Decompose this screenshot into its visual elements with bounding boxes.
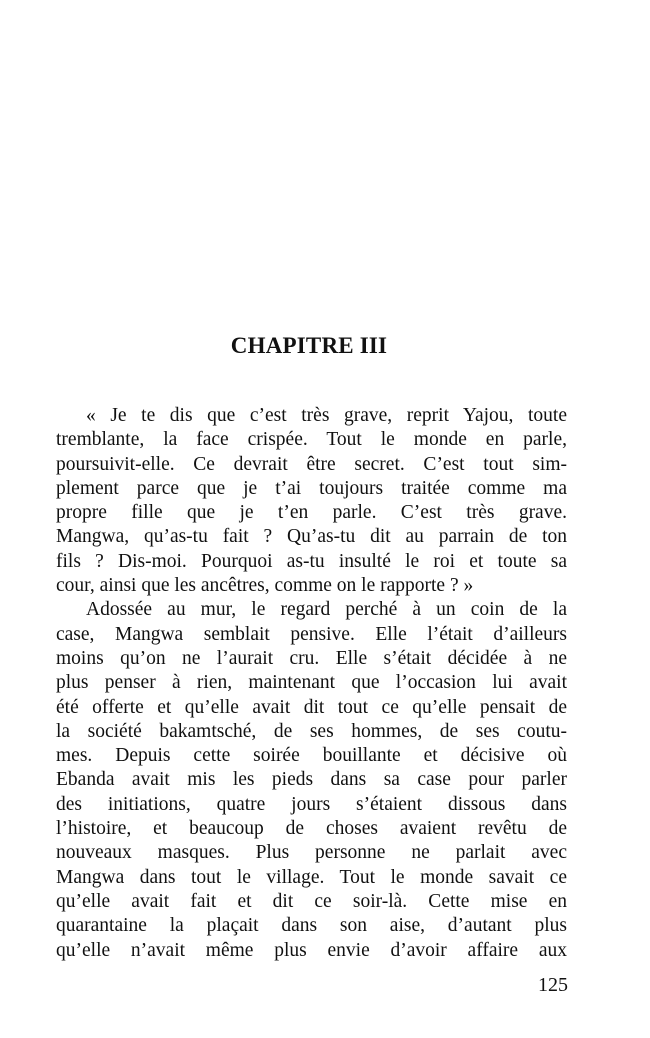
text-line: « Je te dis que c’est très grave, reprit Yajou, toute xyxy=(86,405,567,426)
text-line: qu’elle n’avait même plus envie d’avoir affaire aux xyxy=(56,939,567,961)
page-number: 125 xyxy=(538,974,568,996)
body-text xyxy=(56,404,567,963)
text-line: poursuivit-elle. Ce devrait être secret. C’est tout sim- xyxy=(56,453,567,475)
text-line: Ebanda avait mis les pieds dans sa case pour parler xyxy=(56,769,567,791)
text-line: Mangwa, qu’as-tu fait ? Qu’as-tu dit au parrain de ton xyxy=(56,526,567,548)
text-line: plement parce que je t’ai toujours traitée comme ma xyxy=(56,477,567,499)
text-line: cour, ainsi que les ancêtres, comme on le rapporte ? » xyxy=(56,575,474,597)
text-line: tremblante, la face crispée. Tout le monde en parle, xyxy=(56,429,567,451)
paragraph-2 xyxy=(56,598,567,962)
text-line: quarantaine la plaçait dans son aise, d’autant plus xyxy=(56,915,567,937)
text-line: été offerte et qu’elle avait dit tout ce qu’elle pensait de xyxy=(56,696,567,718)
text-line: nouveaux masques. Plus personne ne parlait avec xyxy=(56,842,567,864)
text-line: Adossée au mur, le regard perché à un coin de la xyxy=(86,599,567,621)
chapter-title: CHAPITRE III xyxy=(230,333,388,358)
text-line: plus penser à rien, maintenant que l’occasion lui avait xyxy=(56,672,567,694)
text-line: mes. Depuis cette soirée bouillante et décisive où xyxy=(56,745,567,767)
text-line: moins qu’on ne l’aurait cru. Elle s’était décidée à ne xyxy=(56,647,567,669)
text-line: Mangwa dans tout le village. Tout le monde savait ce xyxy=(56,866,567,888)
text-line: qu’elle avait fait et dit ce soir-là. Cette mise en xyxy=(56,890,567,912)
paragraph-1 xyxy=(56,404,567,598)
text-line: case, Mangwa semblait pensive. Elle l’était d’ailleurs xyxy=(56,623,567,645)
text-line: la société bakamtsché, de ses hommes, de ses coutu- xyxy=(56,720,567,742)
text-line: l’histoire, et beaucoup de choses avaient revêtu de xyxy=(56,818,567,840)
text-line: propre fille que je t’en parle. C’est très grave. xyxy=(56,502,567,524)
text-line: fils ? Dis-moi. Pourquoi as-tu insulté le roi et toute sa xyxy=(56,550,567,572)
text-line: des initiations, quatre jours s’étaient dissous dans xyxy=(56,793,567,815)
